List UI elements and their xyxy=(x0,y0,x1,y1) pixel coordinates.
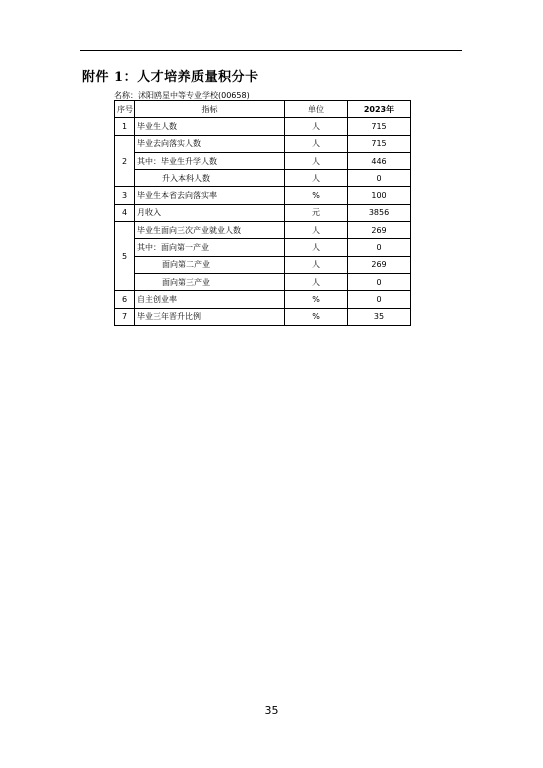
row-value: 0 xyxy=(348,239,411,256)
row-unit: 人 xyxy=(285,222,348,239)
row-indicator: 毕业去向落实人数 xyxy=(135,135,285,152)
table-row xyxy=(115,152,411,169)
row-no: 7 xyxy=(115,308,135,325)
header-indicator: 指标 xyxy=(135,101,285,118)
row-indicator: 毕业生人数 xyxy=(135,118,285,135)
row-no: 1 xyxy=(115,118,135,135)
row-unit: % xyxy=(285,308,348,325)
row-no: 4 xyxy=(115,204,135,221)
row-unit: 人 xyxy=(285,135,348,152)
row-value: 0 xyxy=(348,170,411,187)
table-row xyxy=(115,291,411,308)
row-indicator: 其中：面向第一产业 xyxy=(135,239,285,256)
table-row xyxy=(115,308,411,325)
row-indicator: 自主创业率 xyxy=(135,291,285,308)
page-number: 35 xyxy=(264,704,279,717)
row-no: 5 xyxy=(115,222,135,291)
row-value: 35 xyxy=(348,308,411,325)
table-header-row xyxy=(115,101,411,118)
row-indicator: 毕业生本省去向落实率 xyxy=(135,187,285,204)
table-row xyxy=(115,204,411,221)
row-no: 2 xyxy=(115,135,135,187)
table-row xyxy=(115,256,411,273)
row-unit: 人 xyxy=(285,170,348,187)
table-row xyxy=(115,187,411,204)
row-value: 269 xyxy=(348,222,411,239)
table-row xyxy=(115,135,411,152)
row-value: 715 xyxy=(348,118,411,135)
row-no: 3 xyxy=(115,187,135,204)
document-title: 附件 1：人才培养质量积分卡 xyxy=(82,70,259,85)
row-value: 0 xyxy=(348,273,411,290)
row-unit: 人 xyxy=(285,239,348,256)
row-indicator: 毕业生面向三次产业就业人数 xyxy=(135,222,285,239)
table-row xyxy=(115,273,411,290)
top-rule xyxy=(80,50,462,51)
row-unit: 人 xyxy=(285,273,348,290)
score-table xyxy=(114,100,411,326)
row-unit: 元 xyxy=(285,204,348,221)
row-value: 269 xyxy=(348,256,411,273)
row-value: 100 xyxy=(348,187,411,204)
row-unit: % xyxy=(285,187,348,204)
table-row xyxy=(115,170,411,187)
row-indicator: 毕业三年晋升比例 xyxy=(135,308,285,325)
header-year: 2023年 xyxy=(348,101,411,118)
row-unit: 人 xyxy=(285,152,348,169)
row-value: 715 xyxy=(348,135,411,152)
row-unit: 人 xyxy=(285,256,348,273)
row-indicator: 其中：毕业生升学人数 xyxy=(135,152,285,169)
row-indicator: 升入本科人数 xyxy=(135,170,285,187)
row-indicator: 面向第二产业 xyxy=(135,256,285,273)
row-unit: 人 xyxy=(285,118,348,135)
table-row xyxy=(115,222,411,239)
row-no: 6 xyxy=(115,291,135,308)
row-unit: % xyxy=(285,291,348,308)
header-unit: 单位 xyxy=(285,101,348,118)
table-row xyxy=(115,118,411,135)
school-name: 名称：沭阳鸥星中等专业学校(00658) xyxy=(114,91,250,100)
header-no: 序号 xyxy=(115,101,135,118)
table-row xyxy=(115,239,411,256)
row-value: 446 xyxy=(348,152,411,169)
row-value: 3856 xyxy=(348,204,411,221)
row-indicator: 面向第三产业 xyxy=(135,273,285,290)
row-indicator: 月收入 xyxy=(135,204,285,221)
row-value: 0 xyxy=(348,291,411,308)
